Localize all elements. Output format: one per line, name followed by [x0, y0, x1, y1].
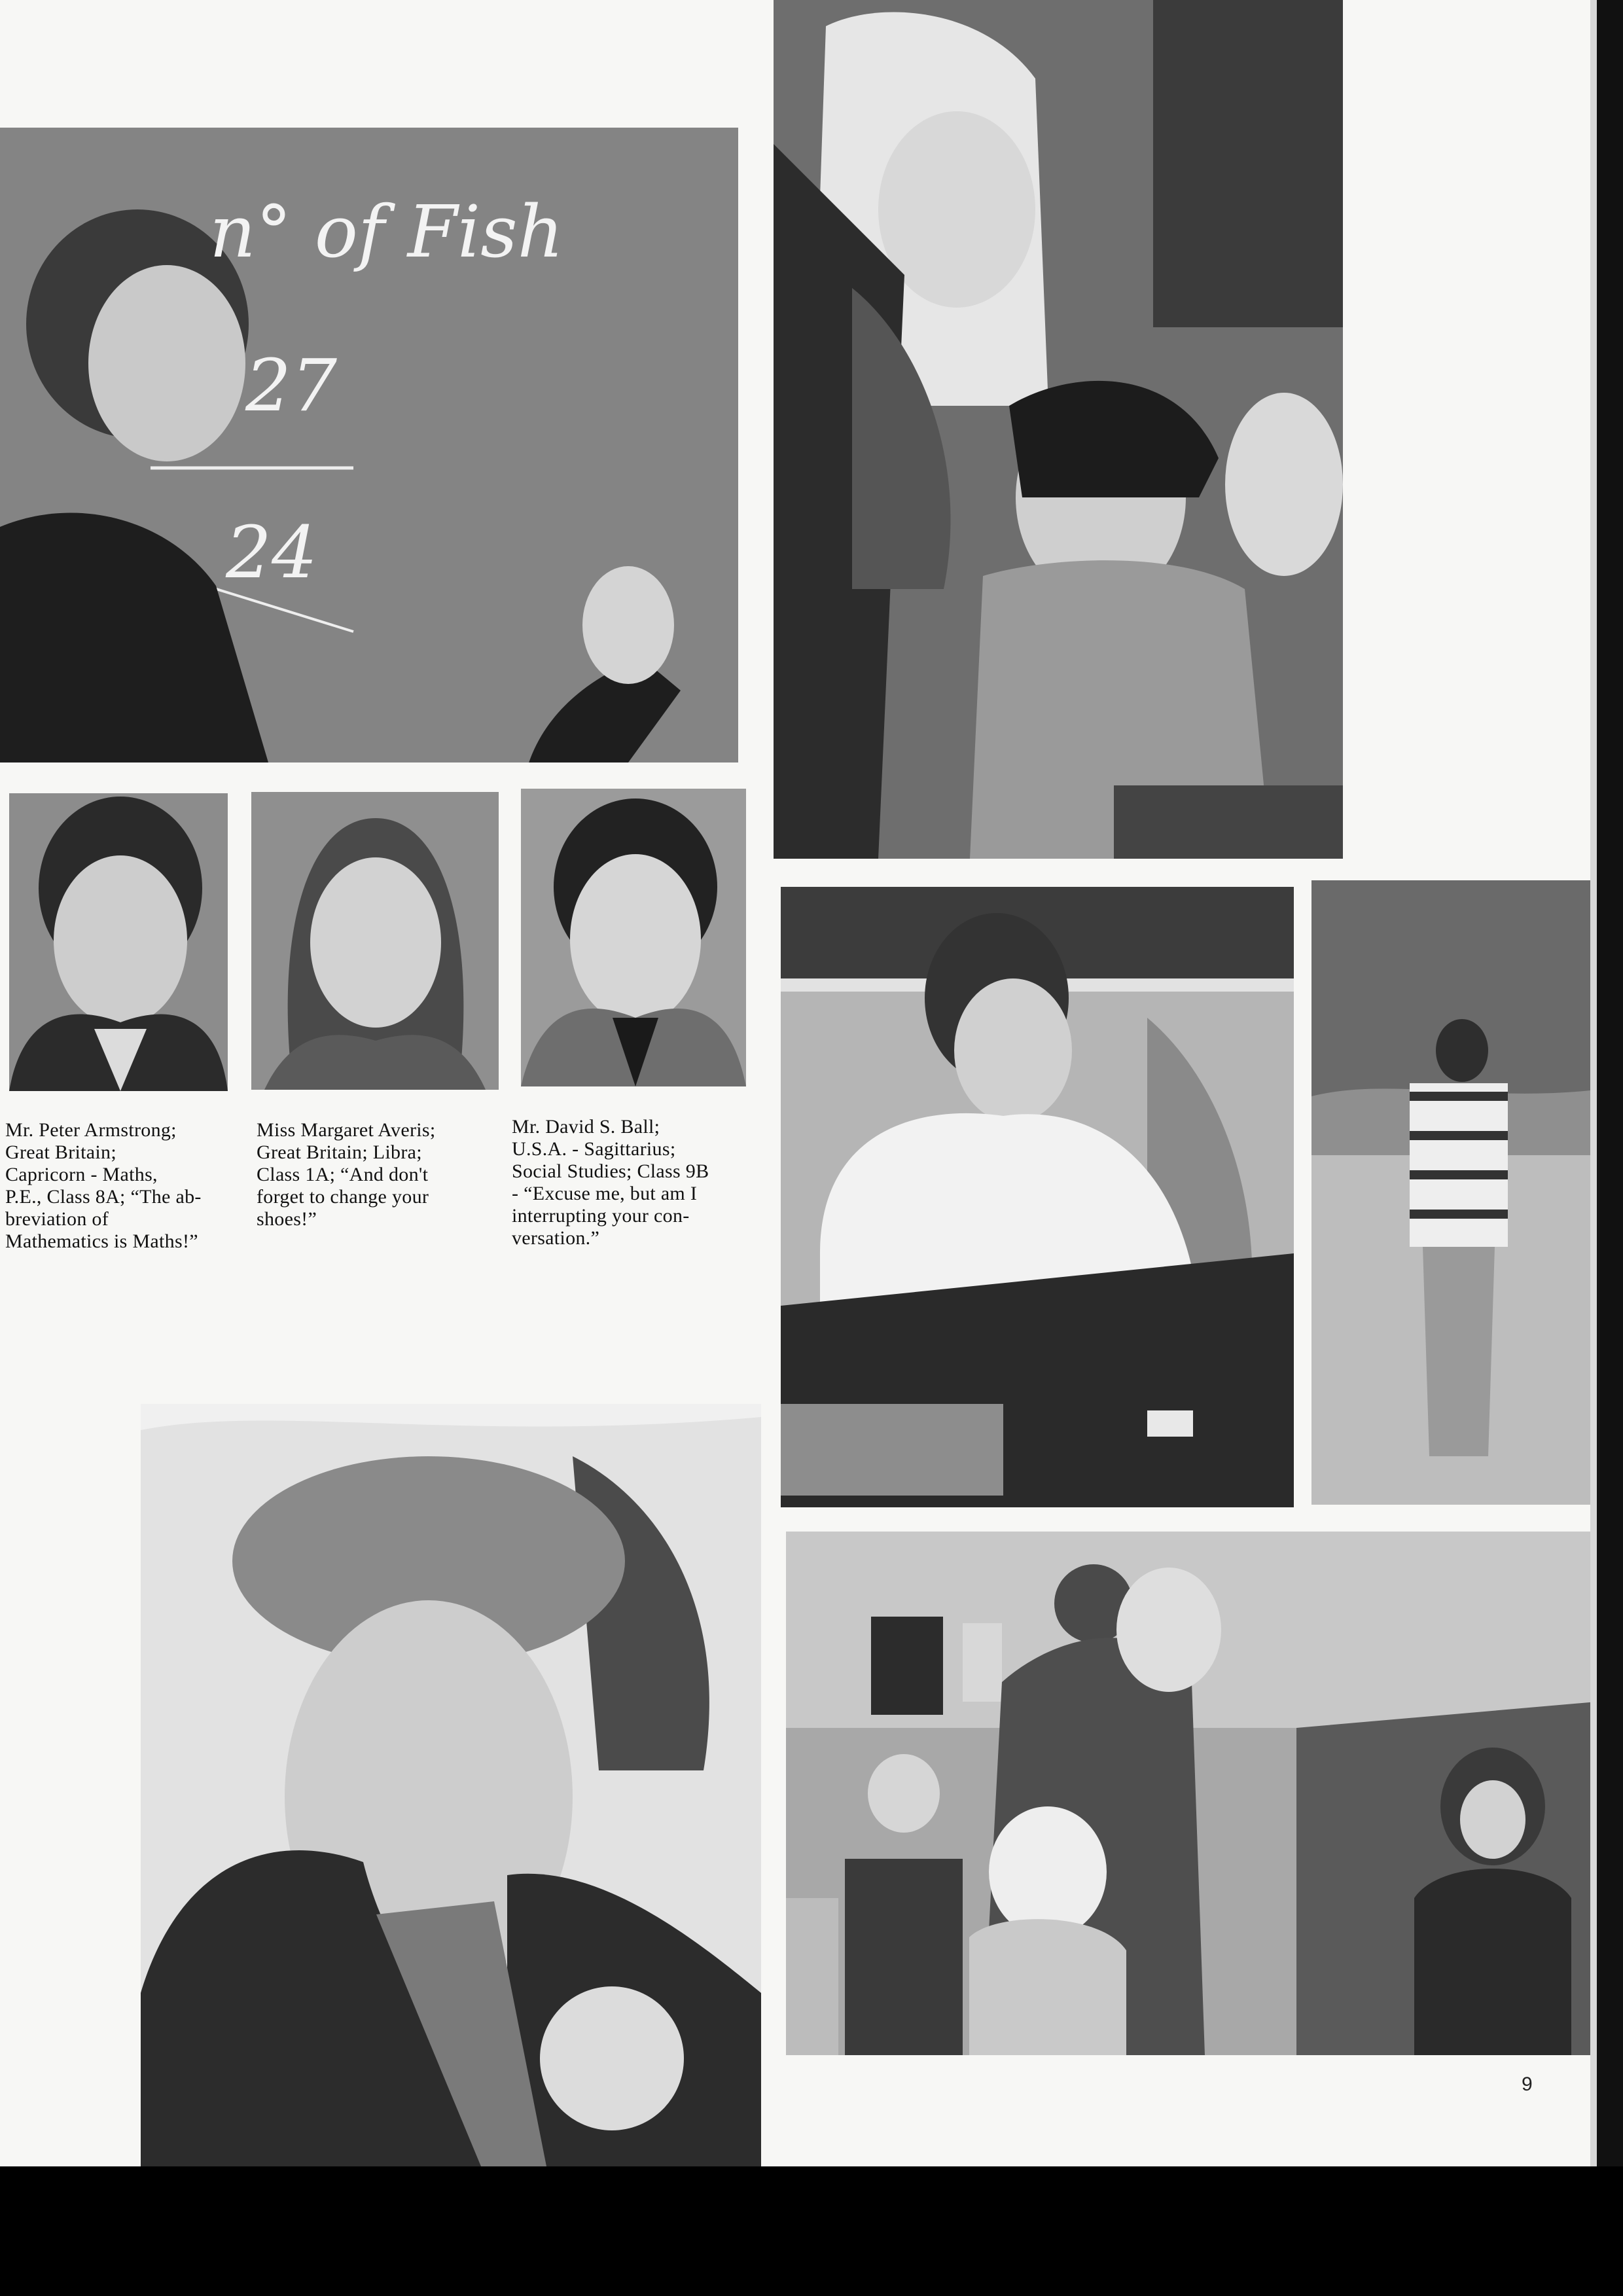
caption-line: shoes!”: [257, 1208, 317, 1230]
caption-line: Mr. David S. Ball;: [512, 1116, 660, 1138]
caption-line: - “Excuse me, but am I: [512, 1183, 698, 1204]
caption-peter-armstrong: [5, 1119, 241, 1253]
page-edge-shadow: [1590, 0, 1597, 2166]
page-edge: [1597, 0, 1623, 2166]
caption-line: U.S.A. - Sagittarius;: [512, 1138, 676, 1160]
page-number: 9: [1522, 2073, 1533, 2095]
portrait-peter-armstrong: [9, 793, 228, 1091]
caption-line: forget to change your: [257, 1186, 429, 1208]
photo-man-in-cap: [141, 1404, 761, 2166]
caption-line: Great Britain; Libra;: [257, 1141, 422, 1163]
caption-line: breviation of: [5, 1208, 109, 1230]
caption-margaret-averis: [257, 1119, 505, 1230]
photo-cloakroom-children: [786, 1532, 1597, 2055]
caption-line: interrupting your con-: [512, 1205, 690, 1227]
chalk-text-27: 27: [245, 344, 337, 427]
caption-line: Social Studies; Class 9B: [512, 1160, 709, 1182]
chalk-text-fish: n° of Fish: [209, 190, 564, 274]
photo-teacher-with-child: [774, 0, 1343, 859]
caption-line: Capricorn - Maths,: [5, 1164, 158, 1185]
caption-line: P.E., Class 8A; “The ab-: [5, 1186, 202, 1208]
chalk-text-24: 24: [226, 511, 317, 594]
caption-line: Mathematics is Maths!”: [5, 1230, 198, 1252]
portrait-margaret-averis: [251, 792, 499, 1090]
caption-line: Miss Margaret Averis;: [257, 1119, 436, 1141]
photo-teacher-chalkboard: [0, 128, 738, 762]
caption-line: Class 1A; “And don't: [257, 1164, 429, 1185]
caption-line: versation.”: [512, 1227, 600, 1249]
portrait-david-ball: [521, 789, 746, 1086]
caption-line: Mr. Peter Armstrong;: [5, 1119, 177, 1141]
caption-david-ball: [512, 1116, 760, 1249]
photo-man-white-sweater: [781, 887, 1294, 1507]
photo-person-standing-outdoors: [1311, 880, 1597, 1505]
caption-line: Great Britain;: [5, 1141, 116, 1163]
